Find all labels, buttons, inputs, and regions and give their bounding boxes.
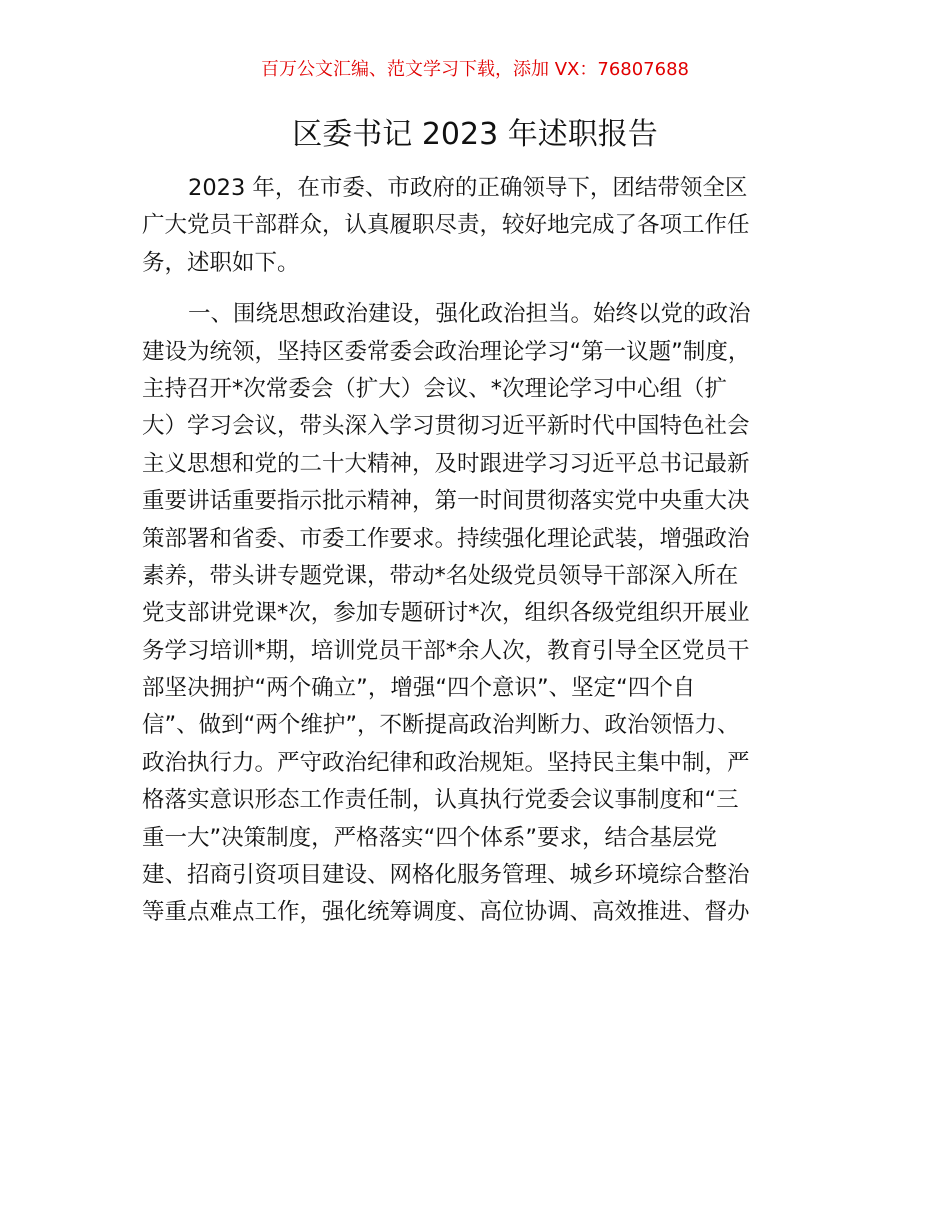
download-notice: 百万公文汇编、范文学习下载，添加 VX：76807688 — [261, 59, 689, 80]
text-line: 素养，带头讲专题党课，带动*名处级党员领导干部深入所在 — [142, 562, 739, 589]
document-body — [142, 170, 832, 969]
document-title: 区委书记 2023 年述职报告 — [292, 117, 658, 152]
paragraph-intro — [142, 170, 832, 282]
text-line: 主义思想和党的二十大精神，及时跟进学习习近平总书记最新 — [142, 450, 750, 477]
paragraph-political-building — [142, 296, 832, 969]
text-line — [142, 932, 832, 969]
text-line: 等重点难点工作，强化统筹调度、高位协调、高效推进、督办 — [142, 899, 750, 926]
text-line: 大）学习会议，带头深入学习贯彻习近平新时代中国特色社会 — [142, 413, 750, 440]
text-line: 务学习培训*期，培训党员干部*余人次，教育引导全区党员干 — [142, 637, 750, 664]
text-line: 广大党员干部群众，认真履职尽责，较好地完成了各项工作任 — [142, 212, 750, 239]
text-line: 2023 年，在市委、市政府的正确领导下，团结带领全区 — [188, 175, 748, 201]
text-line: 政治执行力。严守政治纪律和政治规矩。坚持民主集中制，严 — [142, 749, 750, 776]
text-line: 务，述职如下。 — [142, 249, 300, 276]
text-line: 重要讲话重要指示批示精神，第一时间贯彻落实党中央重大决 — [142, 488, 750, 515]
text-line: 策部署和省委、市委工作要求。持续强化理论武装，增强政治 — [142, 525, 750, 552]
text-line: 重一大”决策制度，严格落实“四个体系”要求，结合基层党 — [142, 824, 717, 851]
paragraph-spacer — [142, 282, 832, 296]
text-line: 党支部讲党课*次，参加专题研讨*次，组织各级党组织开展业 — [142, 600, 750, 627]
text-line: 主持召开*次常委会（扩大）会议、*次理论学习中心组（扩 — [142, 375, 728, 402]
text-line: 一、围绕思想政治建设，强化政治担当。始终以党的政治 — [188, 301, 751, 328]
text-line: 建设为统领，坚持区委常委会政治理论学习“第一议题”制度， — [142, 338, 751, 365]
text-line: 建、招商引资项目建设、网格化服务管理、城乡环境综合整治 — [142, 862, 750, 889]
text-line: 信”、做到“两个维护”，不断提高政治判断力、政治领悟力、 — [142, 712, 740, 739]
text-line: 格落实意识形态工作责任制，认真执行党委会议事制度和“三 — [142, 787, 739, 814]
text-line: 部坚决拥护“两个确立”，增强“四个意识”、坚定“四个自 — [142, 675, 696, 702]
